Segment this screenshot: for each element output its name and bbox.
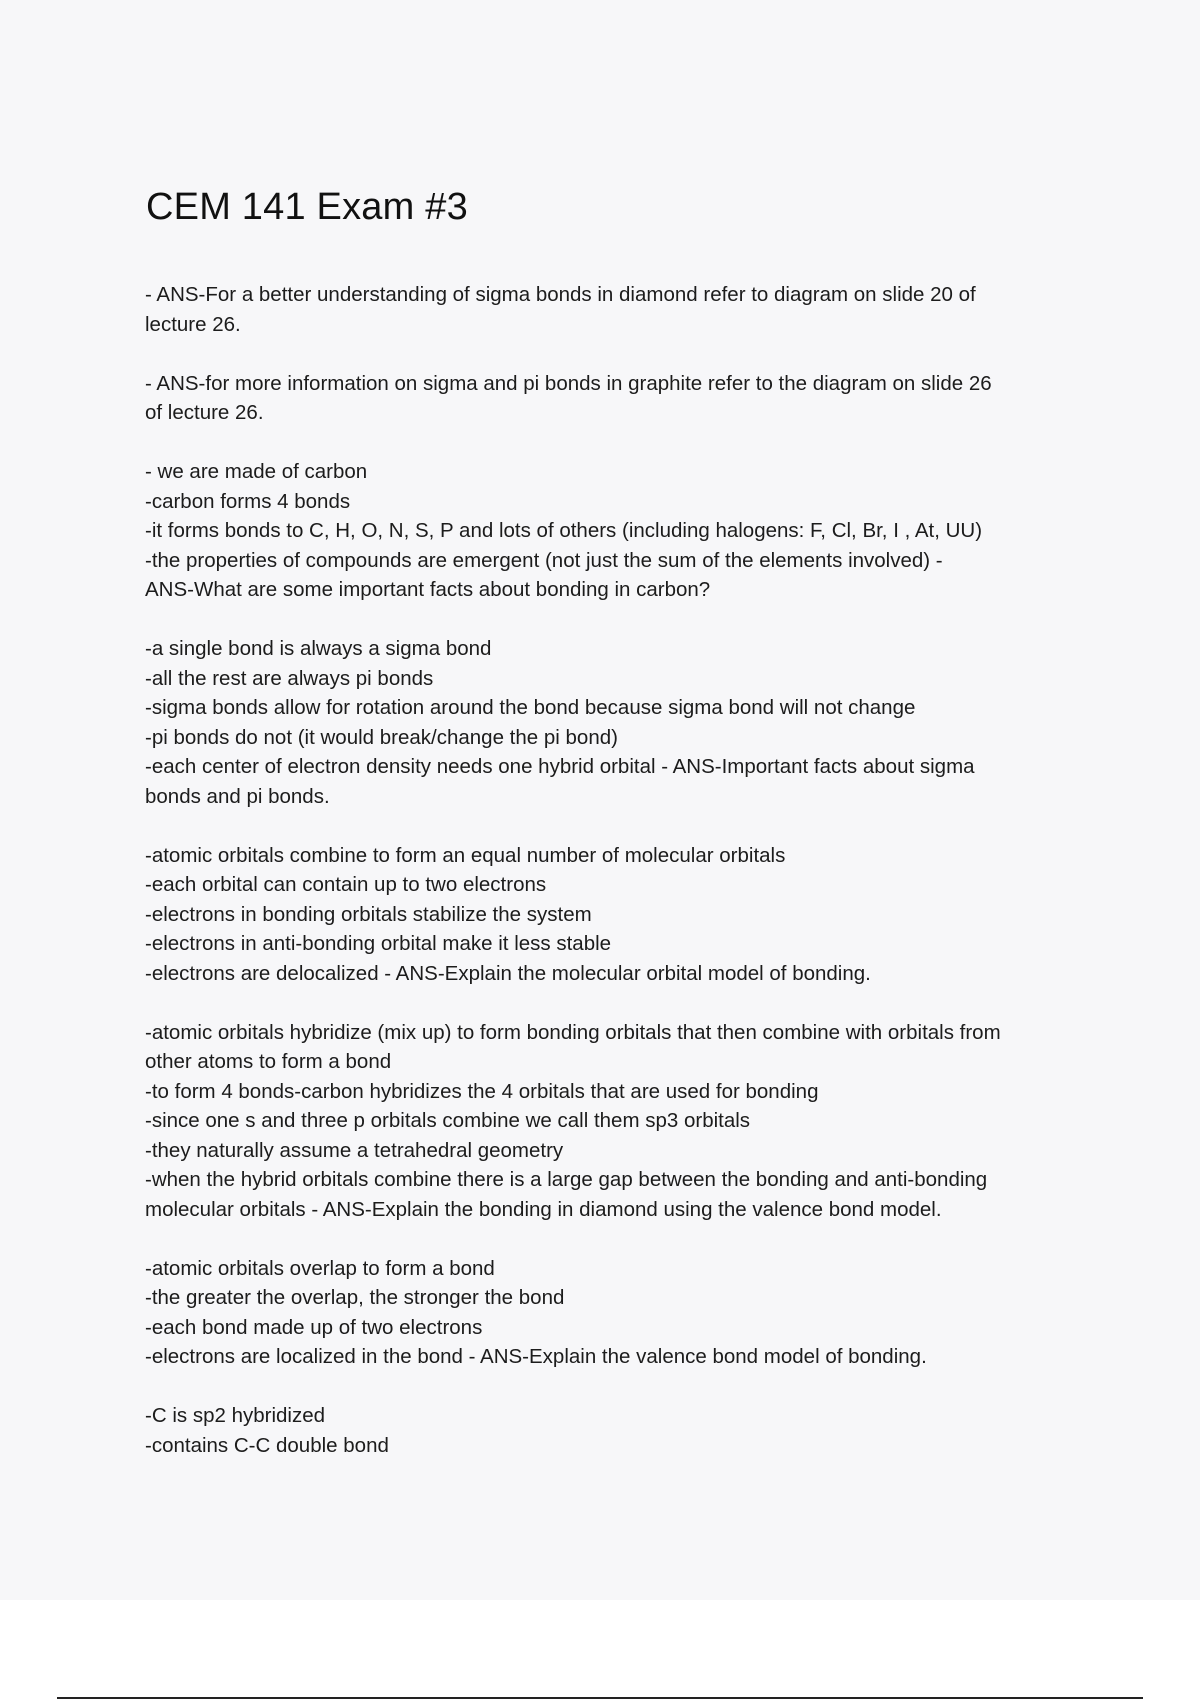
note-block (145, 1254, 1085, 1372)
note-line: -contains C-C double bond (145, 1433, 389, 1457)
note-line: -electrons in bonding orbitals stabilize the system (145, 902, 592, 926)
note-line: -carbon forms 4 bonds (145, 489, 351, 513)
note-line: -each center of electron density needs one hybrid orbital - ANS-Important facts about sigma (145, 755, 975, 778)
note-block (145, 634, 1085, 811)
note-line: -atomic orbitals overlap to form a bond (145, 1256, 495, 1280)
note-block (145, 457, 1085, 605)
note-line: of lecture 26. (145, 401, 264, 424)
note-line: lecture 26. (145, 312, 241, 336)
note-block (145, 841, 1085, 989)
note-line: -the greater the overlap, the stronger the bond (145, 1286, 565, 1309)
note-line: other atoms to form a bond (145, 1050, 392, 1073)
note-line: -each orbital can contain up to two electrons (145, 873, 547, 896)
note-line: -when the hybrid orbitals combine there is a large gap between the bonding and anti-bonding (145, 1168, 988, 1191)
note-line: - we are made of carbon (145, 460, 368, 483)
note-line: -electrons are localized in the bond - ANS-Explain the valence bond model of bonding. (145, 1345, 927, 1368)
note-line: -they naturally assume a tetrahedral geometry (145, 1138, 564, 1162)
note-line: -C is sp2 hybridized (145, 1404, 326, 1427)
note-line: -a single bond is always a sigma bond (145, 637, 492, 660)
note-line: -each bond made up of two electrons (145, 1315, 483, 1339)
note-line: -the properties of compounds are emergent (not just the sum of the elements involved) - (145, 548, 943, 572)
note-line: -pi bonds do not (it would break/change the pi bond) (145, 725, 618, 749)
note-line: -atomic orbitals hybridize (mix up) to form bonding orbitals that then combine with orbitals from (145, 1020, 1001, 1044)
note-line: - ANS-for more information on sigma and pi bonds in graphite refer to the diagram on slide 26 (145, 371, 992, 395)
note-line: -all the rest are always pi bonds (145, 666, 434, 690)
note-block (145, 369, 1085, 428)
note-line: bonds and pi bonds. (145, 784, 330, 808)
note-line: -it forms bonds to C, H, O, N, S, P and lots of others (including halogens: F, Cl, Br, I , At, UU) (145, 519, 983, 542)
note-line: molecular orbitals - ANS-Explain the bonding in diamond using the valence bond model. (145, 1197, 942, 1221)
note-line: -electrons are delocalized - ANS-Explain the molecular orbital model of bonding. (145, 961, 871, 985)
note-line: -to form 4 bonds-carbon hybridizes the 4 orbitals that are used for bonding (145, 1079, 819, 1103)
note-block (145, 1018, 1085, 1225)
note-line: -since one s and three p orbitals combine we call them sp3 orbitals (145, 1109, 751, 1132)
note-line: ANS-What are some important facts about bonding in carbon? (145, 578, 711, 601)
note-line: -electrons in anti-bonding orbital make it less stable (145, 932, 612, 955)
footer-divider (57, 1697, 1143, 1699)
document-title: CEM 141 Exam #3 (146, 186, 468, 228)
document-body (145, 280, 1085, 1490)
note-line: -atomic orbitals combine to form an equal number of molecular orbitals (145, 843, 786, 867)
note-block (145, 280, 1085, 339)
note-line: -sigma bonds allow for rotation around the bond because sigma bond will not change (145, 696, 916, 719)
note-line: - ANS-For a better understanding of sigma bonds in diamond refer to diagram on slide 20 of (145, 283, 976, 306)
note-block (145, 1401, 1085, 1460)
